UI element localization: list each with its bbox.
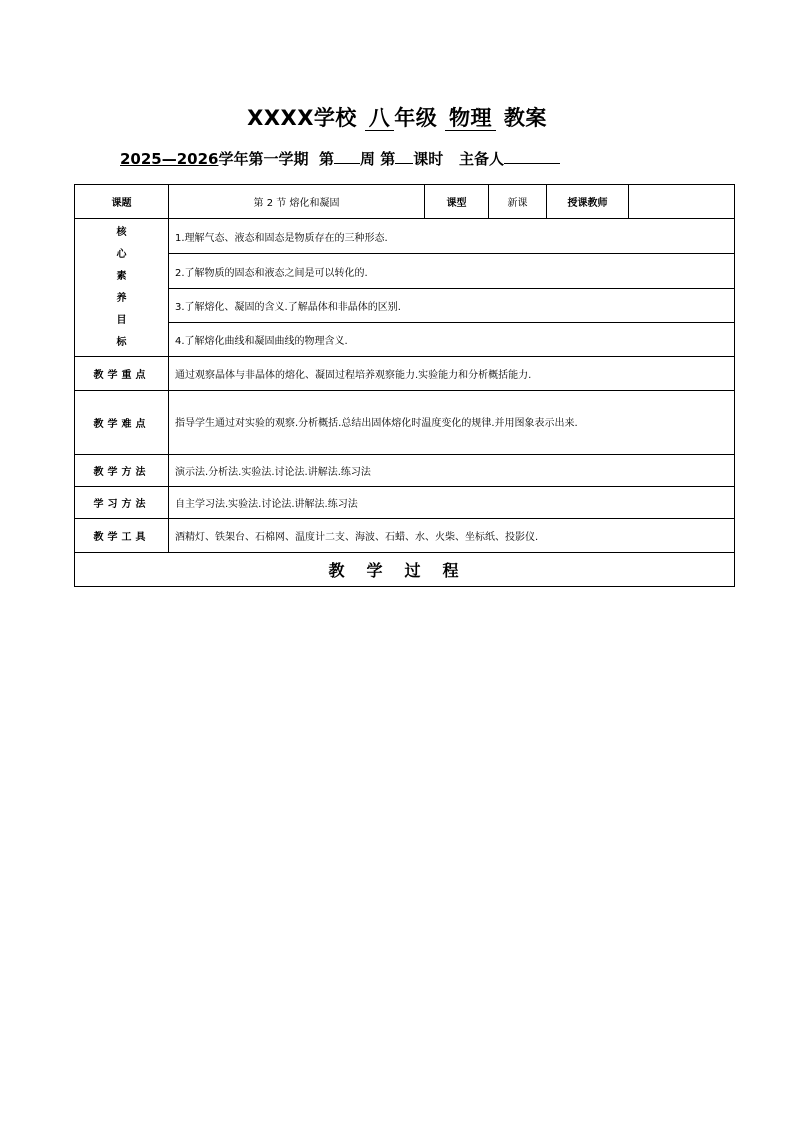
core-literacy-char: 养 [116,292,127,304]
tools-label: 教学工具 [75,519,169,553]
doc-type: 教案 [503,106,547,130]
term-label: 学年第一学期 [218,150,309,168]
week-blank [334,151,360,164]
period-blank [395,151,413,164]
core-literacy-item: 1.理解气态、液态和固态是物质存在的三种形态. [169,219,735,254]
page-title [0,102,794,132]
author-label: 主备人 [458,150,504,168]
teaching-methods-label: 教学方法 [75,455,169,487]
teacher-value [629,185,735,219]
core-literacy-row [75,219,735,254]
week-prefix: 第 [318,150,334,168]
core-literacy-label [75,219,169,357]
process-row [75,553,735,587]
key-points-label: 教学重点 [75,357,169,391]
core-literacy-item: 2.了解物质的固态和液态之间是可以转化的. [169,254,735,289]
core-literacy-row [75,289,735,323]
core-literacy-item: 4.了解熔化曲线和凝固曲线的物理含义. [169,323,735,357]
core-literacy-char: 目 [116,314,127,326]
process-heading: 教学过程 [75,553,735,587]
core-literacy-char: 素 [116,270,127,282]
info-row [75,185,735,219]
learning-methods-text: 自主学习法.实验法.讨论法.讲解法.练习法 [169,487,735,519]
school-suffix: 学校 [313,106,357,130]
core-literacy-item: 3.了解熔化、凝固的含义.了解晶体和非晶体的区别. [169,289,735,323]
teaching-methods-row [75,455,735,487]
key-points-text: 通过观察晶体与非晶体的熔化、凝固过程培养观察能力.实验能力和分析概括能力. [169,357,735,391]
grade-suffix: 年级 [394,106,438,130]
period-suffix: 课时 [413,150,444,168]
topic-value: 第 2 节 熔化和凝固 [169,185,425,219]
period-prefix: 第 [380,150,396,168]
subtitle-line [120,148,560,169]
difficulties-label: 教学难点 [75,391,169,455]
tools-row [75,519,735,553]
difficulties-text: 指导学生通过对实验的观察.分析概括.总结出固体熔化时温度变化的规律.并用图象表示出来. [169,391,735,455]
difficulties-row [75,391,735,455]
teaching-methods-text: 演示法.分析法.实验法.讨论法.讲解法.练习法 [169,455,735,487]
core-literacy-row [75,254,735,289]
lesson-plan-table [74,184,735,587]
type-label: 课型 [425,185,489,219]
teacher-label: 授课教师 [547,185,629,219]
learning-methods-label: 学习方法 [75,487,169,519]
tools-text: 酒精灯、铁架台、石棉网、温度计二支、海波、石蜡、水、火柴、坐标纸、投影仪. [169,519,735,553]
topic-label: 课题 [75,185,169,219]
learning-methods-row [75,487,735,519]
core-literacy-char: 核 [116,226,127,238]
school-name: XXXX [247,106,314,130]
type-value: 新课 [489,185,547,219]
core-literacy-char: 标 [116,336,127,348]
grade-value: 八 [365,108,395,131]
core-literacy-row [75,323,735,357]
subject-value: 物理 [445,108,496,131]
school-year: 2025—2026 [120,150,219,168]
key-points-row [75,357,735,391]
core-literacy-char: 心 [116,248,127,260]
author-blank [504,151,560,164]
week-suffix: 周 [359,150,375,168]
